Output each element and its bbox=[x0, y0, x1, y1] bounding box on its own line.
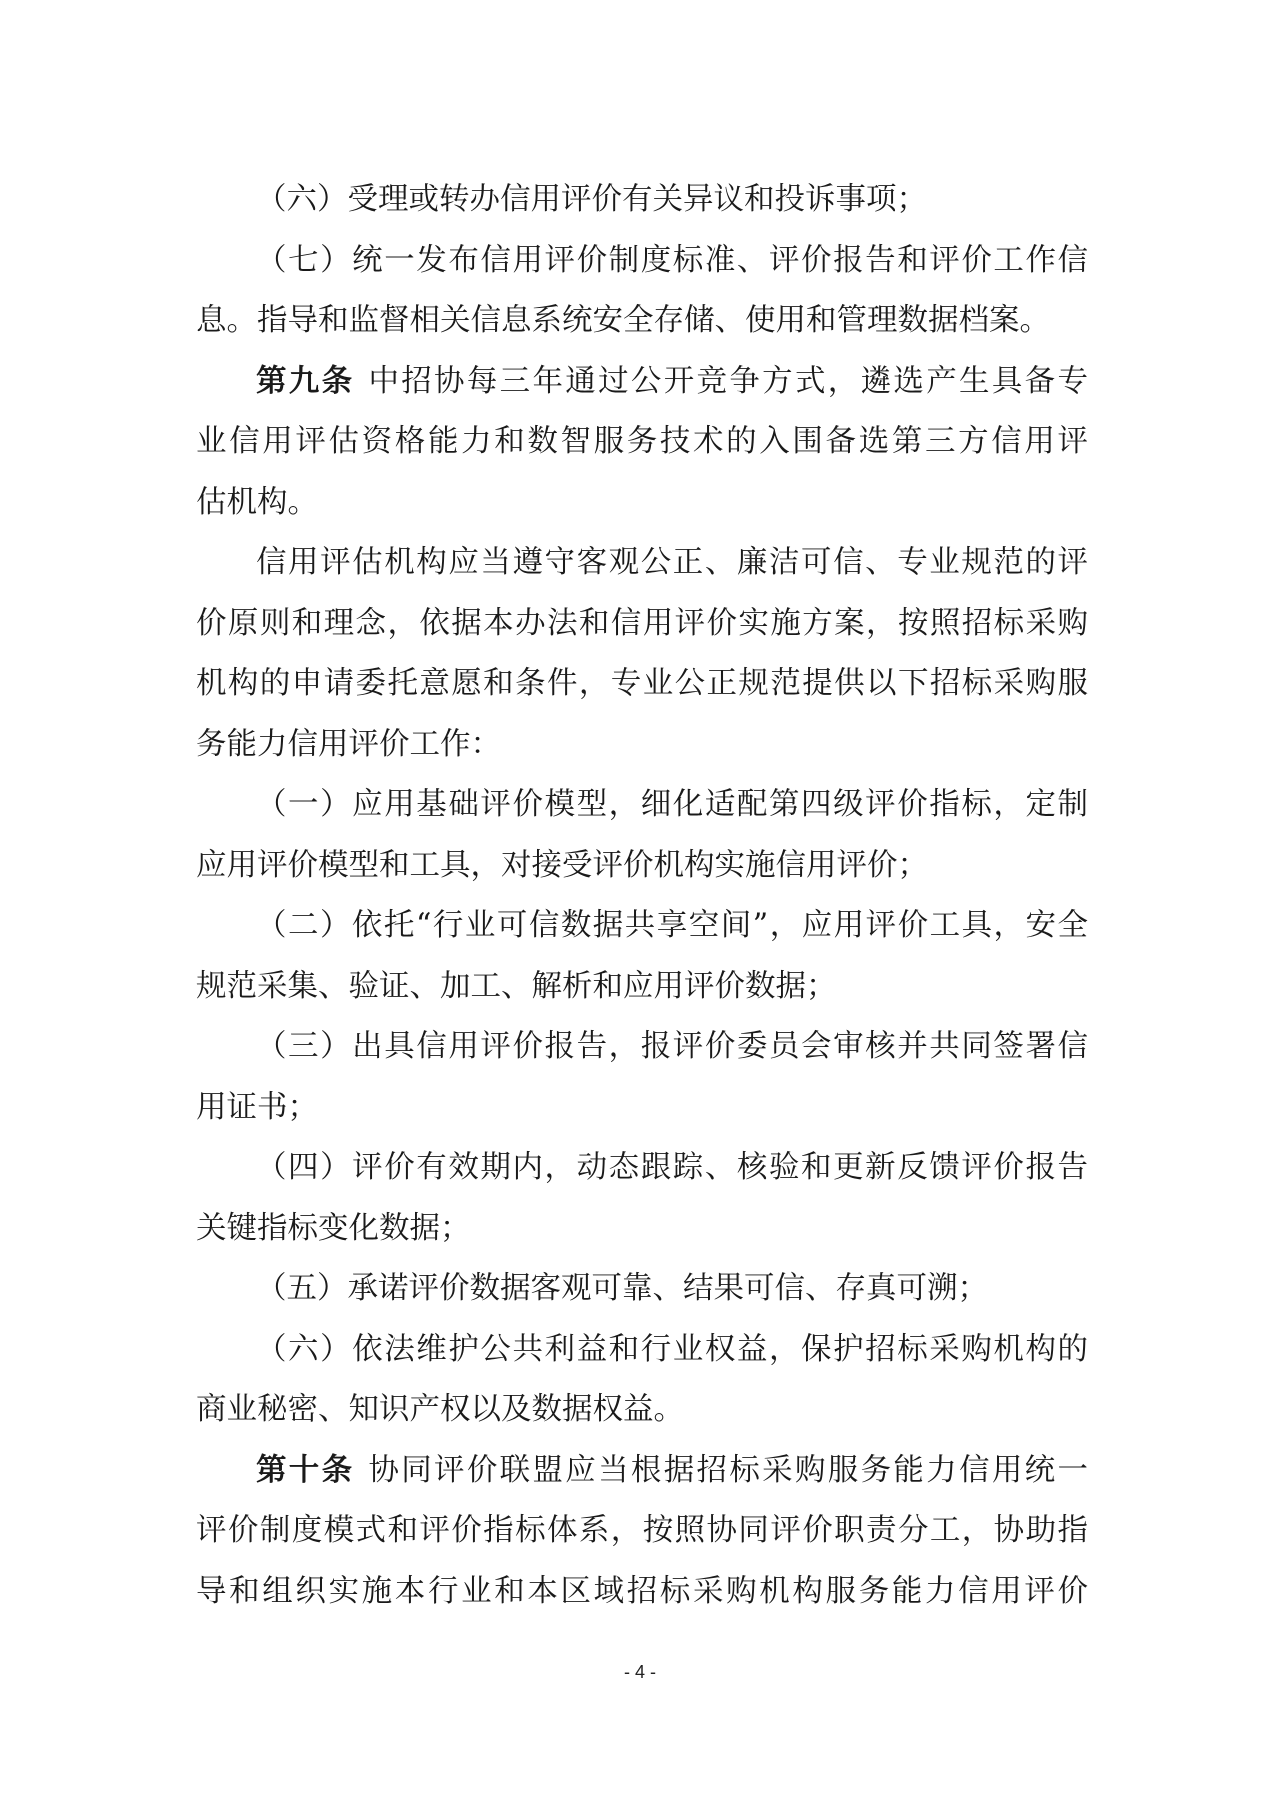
article-heading: 第十条 bbox=[256, 1452, 355, 1488]
text-line: 机构的申请委托意愿和条件，专业公正规范提供以下招标采购服 bbox=[196, 666, 1088, 701]
text-line: 业信用评估资格能力和数智服务技术的入围备选第三方信用评 bbox=[196, 424, 1088, 459]
document-body bbox=[196, 170, 1088, 1622]
paragraph-credit-agency-duties bbox=[196, 533, 1088, 775]
text-line: 息。指导和监督相关信息系统安全存储、使用和管理数据档案。 bbox=[196, 303, 1050, 338]
page-number: - 4 - bbox=[623, 1662, 656, 1682]
text-line: 信用评估机构应当遵守客观公正、廉洁可信、专业规范的评 bbox=[256, 545, 1088, 580]
text-line: 评价制度模式和评价指标体系，按照协同评价职责分工，协助指 bbox=[196, 1513, 1088, 1548]
text-line: （五）承诺评价数据客观可靠、结果可信、存真可溯； bbox=[256, 1271, 988, 1306]
text-line: （三）出具信用评价报告，报评价委员会审核并共同签署信 bbox=[256, 1029, 1088, 1064]
text-line: （四）评价有效期内，动态跟踪、核验和更新反馈评价报告 bbox=[256, 1150, 1088, 1185]
list-item-2 bbox=[196, 896, 1088, 1017]
article-9 bbox=[196, 352, 1088, 534]
text-line: 关键指标变化数据； bbox=[196, 1210, 471, 1246]
text-line: 估机构。 bbox=[196, 484, 318, 520]
text-line bbox=[196, 1441, 1088, 1502]
article-text: 协同评价联盟应当根据招标采购服务能力信用统一 bbox=[368, 1452, 1088, 1488]
text-line: 规范采集、验证、加工、解析和应用评价数据； bbox=[196, 968, 837, 1004]
text-line: 商业秘密、知识产权以及数据权益。 bbox=[196, 1392, 684, 1427]
list-item-5 bbox=[196, 1259, 1088, 1320]
paragraph-item-7-publish bbox=[196, 231, 1088, 352]
list-item-4 bbox=[196, 1138, 1088, 1259]
text-line: （一）应用基础评价模型，细化适配第四级评价指标，定制 bbox=[256, 787, 1088, 822]
list-item-1 bbox=[196, 775, 1088, 896]
list-item-3 bbox=[196, 1017, 1088, 1138]
text-line: （七）统一发布信用评价制度标准、评价报告和评价工作信 bbox=[256, 242, 1088, 278]
article-text: 中招协每三年通过公开竞争方式，遴选产生具备专 bbox=[368, 363, 1088, 399]
text-line: 用证书； bbox=[196, 1089, 318, 1125]
text-line bbox=[196, 352, 1088, 413]
text-line: 应用评价模型和工具，对接受评价机构实施信用评价； bbox=[196, 847, 928, 883]
list-item-6 bbox=[196, 1320, 1088, 1441]
text-line: 价原则和理念，依据本办法和信用评价实施方案，按照招标采购 bbox=[196, 605, 1088, 641]
text-line: （六）受理或转办信用评价有关异议和投诉事项； bbox=[256, 182, 927, 217]
paragraph-item-6-complaints bbox=[196, 170, 1088, 231]
article-10 bbox=[196, 1441, 1088, 1623]
text-line: 导和组织实施本行业和本区域招标采购机构服务能力信用评价 bbox=[196, 1573, 1088, 1609]
text-line: （六）依法维护公共利益和行业权益，保护招标采购机构的 bbox=[256, 1331, 1088, 1367]
text-line: 务能力信用评价工作： bbox=[196, 726, 501, 762]
article-heading: 第九条 bbox=[256, 363, 355, 399]
text-line: （二）依托“行业可信数据共享空间”，应用评价工具，安全 bbox=[256, 908, 1088, 943]
